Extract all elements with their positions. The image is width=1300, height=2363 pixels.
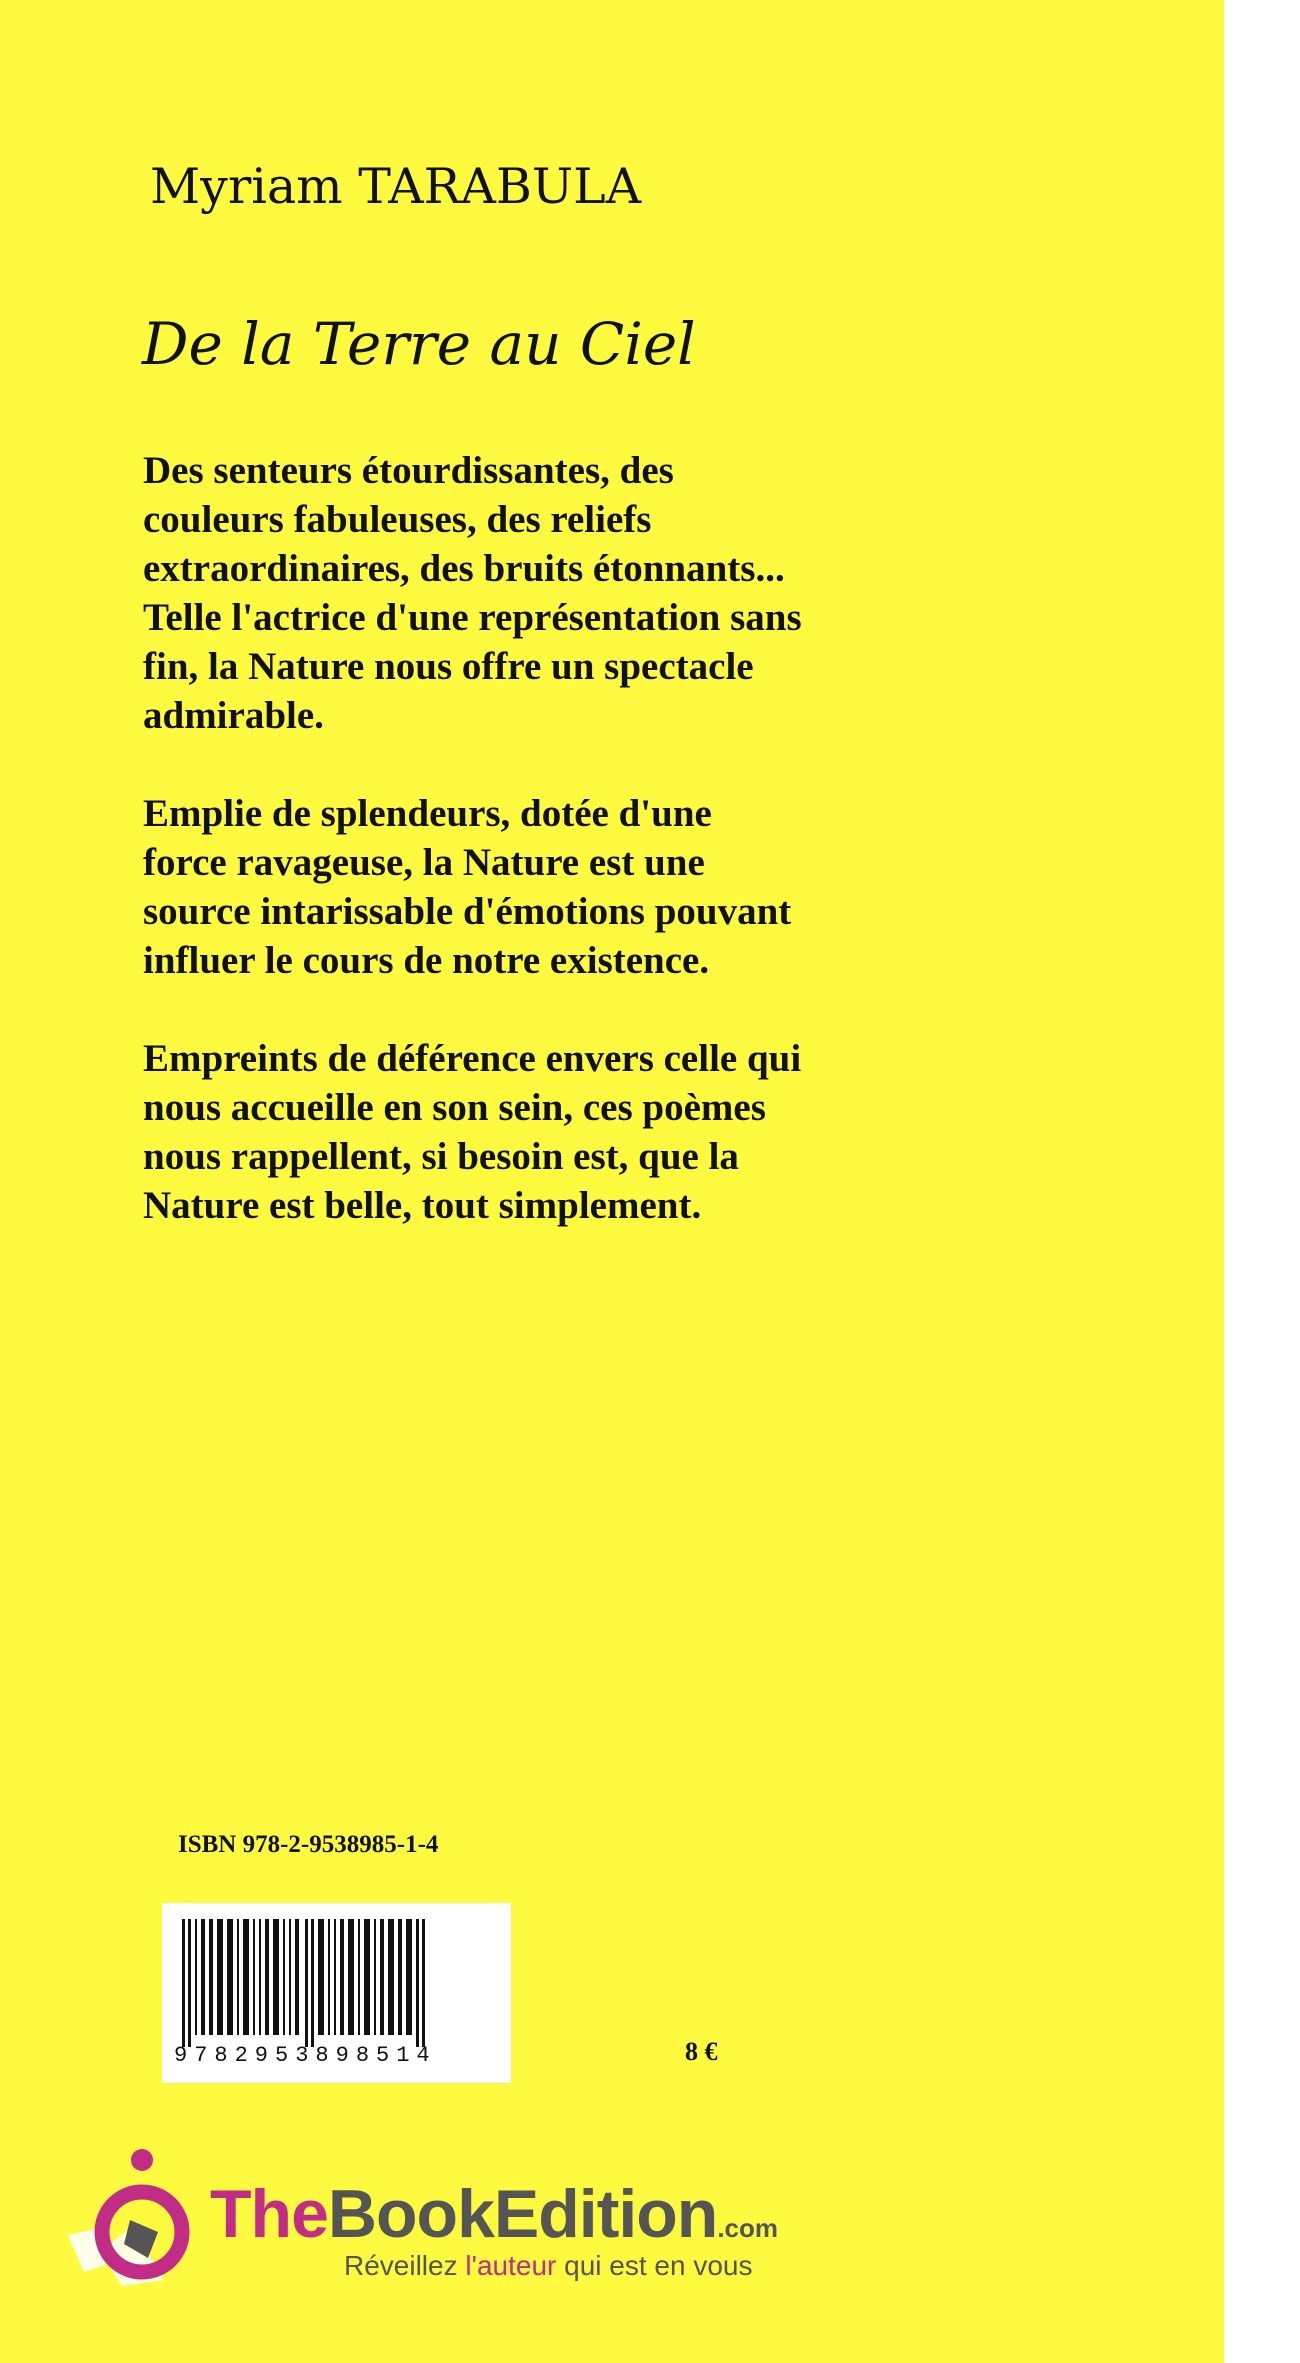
barcode-bar — [328, 1919, 330, 2035]
author-name: Myriam TARABULA — [150, 158, 642, 215]
blurb-paragraph-1 — [143, 446, 923, 740]
blurb-line: extraordinaires, des bruits étonnants... — [143, 547, 785, 590]
barcode-bar — [273, 1919, 279, 2035]
barcode-bar — [227, 1919, 233, 2035]
barcode-bar — [182, 1919, 185, 2047]
barcode-bar — [289, 1919, 291, 2035]
barcode-digits: 9782953898514 — [174, 2043, 437, 2068]
barcode-bar — [311, 1919, 314, 2047]
barcode-bar — [188, 1919, 191, 2047]
blurb-line: Emplie de splendeurs, dotée d'une — [143, 792, 712, 835]
tagline-part-2: qui est en vous — [556, 2250, 753, 2281]
barcode-bar — [237, 1919, 239, 2035]
blurb-line: nous accueille en son sein, ces poèmes — [143, 1086, 766, 1129]
barcode-bar — [422, 1919, 425, 2047]
barcode-bar — [217, 1919, 223, 2035]
blurb — [143, 446, 923, 1279]
blurb-paragraph-2 — [143, 789, 923, 985]
barcode-bar — [340, 1919, 344, 2035]
blurb-line: force ravageuse, la Nature est une — [143, 841, 705, 884]
barcode-bar — [318, 1919, 324, 2035]
barcode-bar — [253, 1919, 255, 2035]
barcode-bar — [209, 1919, 213, 2035]
price: 8 € — [685, 2037, 718, 2066]
barcode-bar — [364, 1919, 370, 2035]
barcode-bar — [243, 1919, 249, 2035]
publisher-name — [210, 2176, 778, 2252]
blurb-line: admirable. — [143, 694, 324, 737]
barcode-bar — [334, 1919, 336, 2035]
blurb-line: Telle l'actrice d'une représentation sans — [143, 596, 802, 639]
barcode-bar — [283, 1919, 285, 2035]
publisher-tagline — [344, 2250, 752, 2282]
barcode-bar — [259, 1919, 261, 2035]
blurb-line: couleurs fabuleuses, des reliefs — [143, 498, 652, 541]
blurb-line: Des senteurs étourdissantes, des — [143, 449, 674, 492]
tagline-highlight: l'auteur — [465, 2250, 557, 2281]
barcode-bar — [358, 1919, 360, 2035]
barcode-bar — [265, 1919, 269, 2035]
barcode-bar — [305, 1919, 308, 2047]
barcode-bar — [388, 1919, 394, 2035]
isbn-label: ISBN 978-2-9538985-1-4 — [178, 1831, 439, 1858]
barcode-bar — [416, 1919, 419, 2047]
barcode-bar — [195, 1919, 197, 2035]
blurb-paragraph-3 — [143, 1034, 923, 1230]
tagline-part-1: Réveillez — [344, 2250, 466, 2281]
barcode-bar — [406, 1919, 412, 2035]
barcode-bar — [201, 1919, 205, 2035]
barcode-bar — [398, 1919, 402, 2035]
publisher-logo — [60, 2140, 880, 2290]
barcode-bar — [295, 1919, 299, 2035]
barcode — [162, 1903, 511, 2083]
blurb-line: source intarissable d'émotions pouvant — [143, 890, 792, 933]
publisher-name-bookedition: BookEdition — [327, 2176, 718, 2252]
blurb-line: nous rappellent, si besoin est, que la — [143, 1135, 739, 1178]
publisher-name-the: The — [210, 2176, 328, 2252]
blurb-line: Empreints de déférence envers celle qui — [143, 1037, 802, 1080]
book-title: De la Terre au Ciel — [142, 310, 696, 378]
barcode-bar — [380, 1919, 384, 2035]
blurb-line: fin, la Nature nous offre un spectacle — [143, 645, 754, 688]
publisher-emblem-icon — [60, 2140, 210, 2290]
barcode-bar — [348, 1919, 354, 2035]
blurb-line: Nature est belle, tout simplement. — [143, 1184, 702, 1227]
blurb-line: influer le cours de notre existence. — [143, 939, 710, 982]
publisher-name-suffix: .com — [717, 2213, 778, 2243]
barcode-bar — [374, 1919, 376, 2035]
